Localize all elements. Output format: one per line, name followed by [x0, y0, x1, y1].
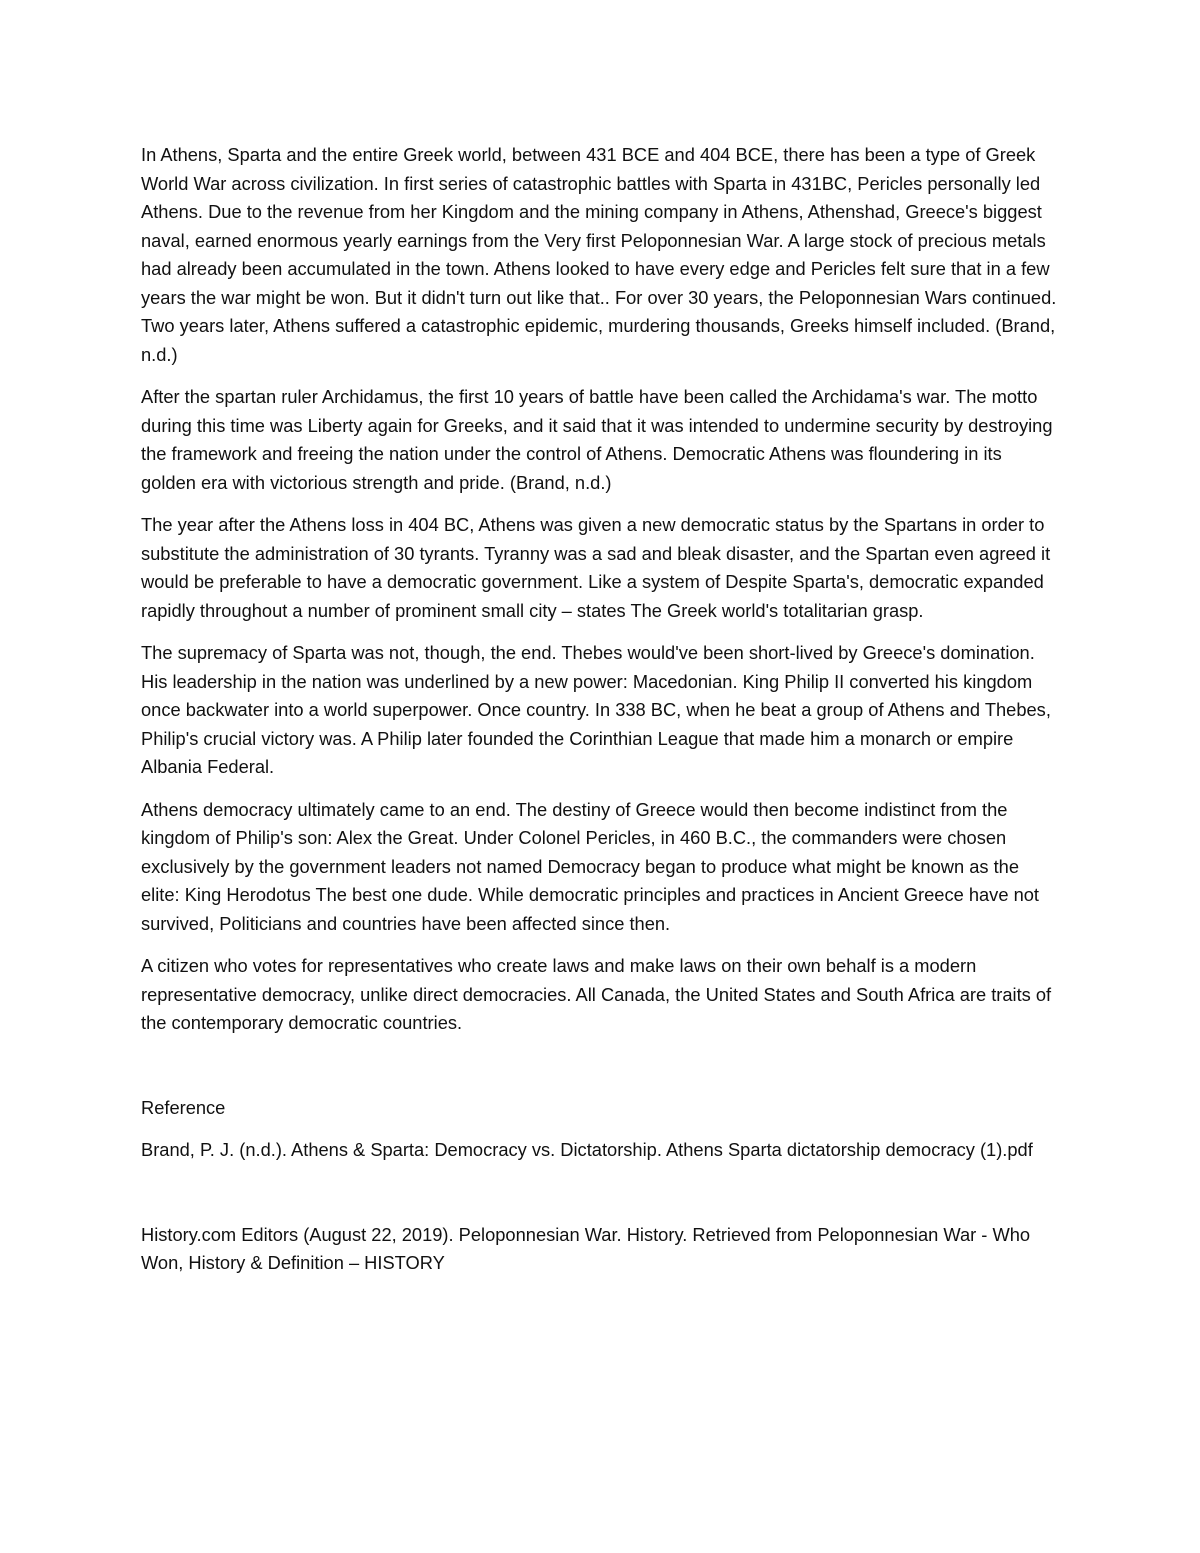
- spacer: [141, 1052, 1061, 1094]
- reference-entry-history-com: History.com Editors (August 22, 2019). Peloponnesian War. History. Retrieved from Peloponnesian War - Who Won, History & Definition – HISTORY: [141, 1223, 1031, 1273]
- paragraph-peloponnesian-war: In Athens, Sparta and the entire Greek world, between 431 BCE and 404 BCE, there has been a type of Greek World War across civilization. In first series of catastrophic battles with Sparta in 431BC, Pericles personally led Athens. Due to the revenue from her Kingdom and the mining company in Athens, Athenshad, Greece's biggest naval, earned enormous yearly earnings from the Very first Peloponnesian War. A large stock of precious metals had already been accumulated in the town. Athens looked to have every edge and Pericles felt sure that in a few years the war might be won. But it didn't turn out like that.. For over 30 years, the Peloponnesian Wars continued. Two years later, Athens suffered a catastrophic epidemic, murdering thousands, Greeks himself included. (Brand, n.d.): [141, 144, 1057, 365]
- paragraph-sparta-supremacy: The supremacy of Sparta was not, though, the end. Thebes would've been short-lived by Greece's domination. His leadership in the nation was underlined by a new power: Macedonian. King Philip II converted his kingdom once backwater into a world superpower. Once country. In 338 BC, when he beat a group of Athens and Thebes, Philip's crucial victory was. A Philip later founded the Corinthian League that made him a monarch or empire Albania Federal.: [141, 642, 1051, 777]
- paragraph-modern-democracy: A citizen who votes for representatives who create laws and make laws on their own behalf is a modern representative democracy, unlike direct democracies. All Canada, the United States and South Africa are traits of the contemporary democratic countries.: [141, 955, 1052, 1033]
- paragraph-athens-democracy-end: Athens democracy ultimately came to an end. The destiny of Greece would then become indistinct from the kingdom of Philip's son: Alex the Great. Under Colonel Pericles, in 460 B.C., the commanders were chosen exclusively by the government leaders not named Democracy began to produce what might be known as the elite: King Herodotus The best one dude. While democratic principles and practices in Ancient Greece have not survived, Politicians and countries have been affected since then.: [141, 798, 1039, 934]
- paragraph-spartan-democracy: The year after the Athens loss in 404 BC, Athens was given a new democratic status by the Spartans in order to substitute the administration of 30 tyrants. Tyranny was a sad and bleak disaster, and the Spartan even agreed it would be preferable to have a democratic government. Like a system of Despite Sparta's, democratic expanded rapidly throughout a number of prominent small city – states The Greek world's totalitarian grasp.: [141, 514, 1051, 621]
- paragraph-archidamian-war: After the spartan ruler Archidamus, the first 10 years of battle have been called the Archidama's war. The motto during this time was Liberty again for Greeks, and it said that it was intended to undermine security by destroying the framework and freeing the nation under the control of Athens. Democratic Athens was floundering in its golden era with victorious strength and pride. (Brand, n.d.): [141, 386, 1053, 493]
- reference-heading: Reference: [141, 1096, 226, 1118]
- reference-entry-brand: Brand, P. J. (n.d.). Athens & Sparta: Democracy vs. Dictatorship. Athens Sparta dictatorship democracy (1).pdf: [141, 1139, 1033, 1160]
- spacer: [141, 1179, 1061, 1221]
- document-body: [141, 141, 1061, 1292]
